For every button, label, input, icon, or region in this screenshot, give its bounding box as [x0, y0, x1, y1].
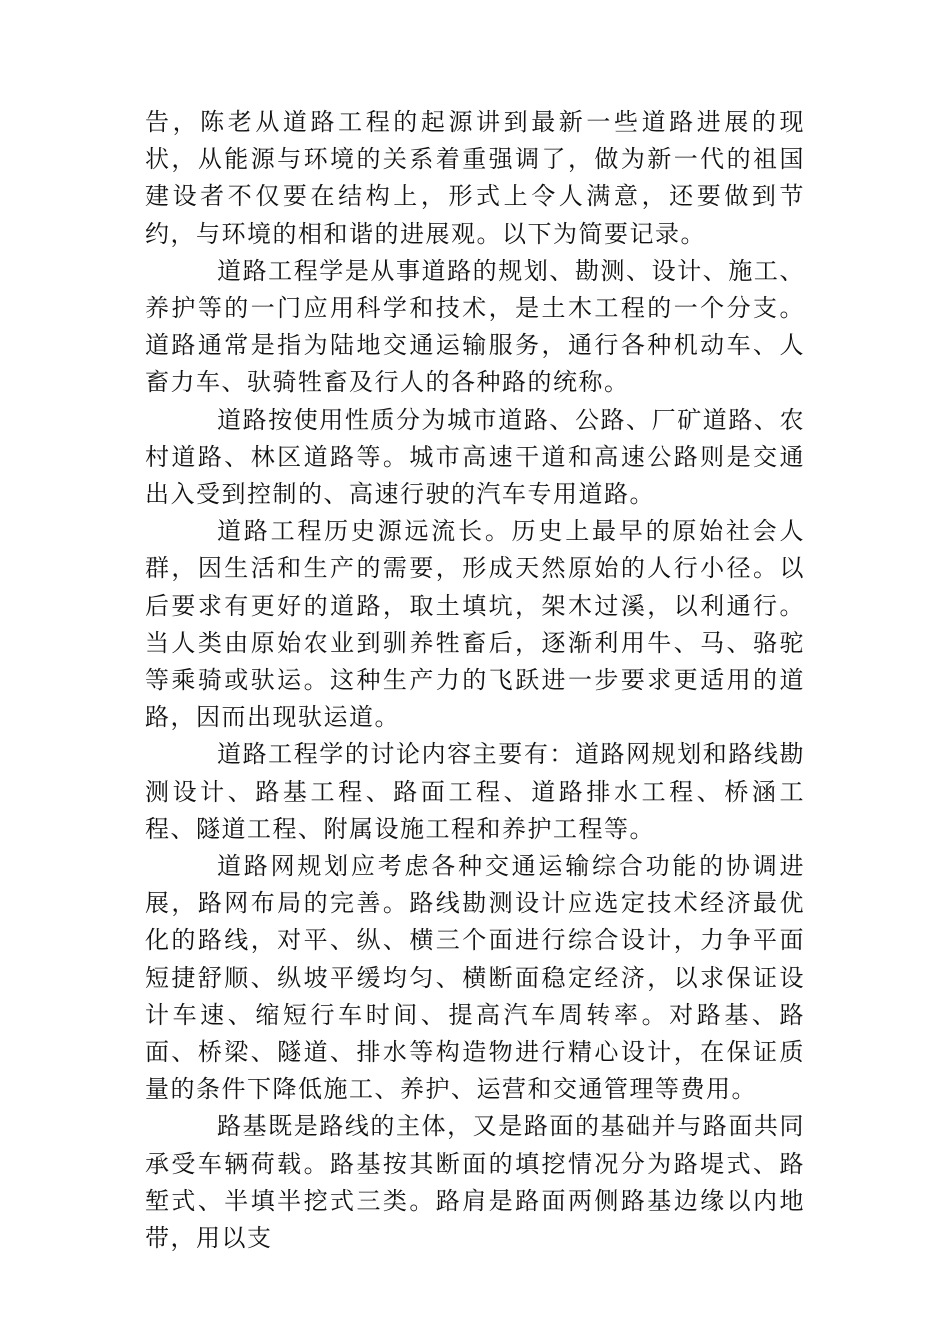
paragraph-road-history: 道路工程历史源远流长。历史上最早的原始社会人群，因生活和生产的需要，形成天然原始的人行小径。以后要求有更好的道路，取土填坑，架木过溪，以利通行。当人类由原始农业到驯养牲畜后，逐渐利用牛、马、骆驼等乘骑或驮运。这种生产力的飞跃进一步要求更适用的道路，因而出现驮运道。 — [145, 517, 805, 732]
paragraph-road-engineering-definition: 道路工程学是从事道路的规划、勘测、设计、施工、养护等的一门应用科学和技术，是土木工程的一个分支。道路通常是指为陆地交通运输服务，通行各种机动车、人畜力车、驮骑牲畜及行人的各种路的统称。 — [145, 256, 805, 397]
document-body — [145, 104, 805, 1257]
paragraph-subgrade: 路基既是路线的主体，又是路面的基础并与路面共同承受车辆荷载。路基按其断面的填挖情况分为路堤式、路堑式、半填半挖式三类。路肩是路面两侧路基边缘以内地带，用以支 — [145, 1112, 805, 1253]
paragraph-network-planning: 道路网规划应考虑各种交通运输综合功能的协调进展，路网布局的完善。路线勘测设计应选定技术经济最优化的路线，对平、纵、横三个面进行综合设计，力争平面短捷舒顺、纵坡平缓均匀、横断面稳定经济，以求保证设计车速、缩短行车时间、提高汽车周转率。对路基、路面、桥梁、隧道、排水等构造物进行精心设计，在保证质量的条件下降低施工、养护、运营和交通管理等费用。 — [145, 852, 805, 1104]
paragraph-research-content: 道路工程学的讨论内容主要有：道路网规划和路线勘测设计、路基工程、路面工程、道路排水工程、桥涵工程、隧道工程、附属设施工程和养护工程等。 — [145, 740, 805, 843]
paragraph-continuation: 告，陈老从道路工程的起源讲到最新一些道路进展的现状，从能源与环境的关系着重强调了，做为新一代的祖国建设者不仅要在结构上，形式上令人满意，还要做到节约，与环境的相和谐的进展观。以下为简要记录。 — [145, 108, 805, 248]
paragraph-road-classification: 道路按使用性质分为城市道路、公路、厂矿道路、农村道路、林区道路等。城市高速干道和高速公路则是交通出入受到控制的、高速行驶的汽车专用道路。 — [145, 405, 805, 509]
